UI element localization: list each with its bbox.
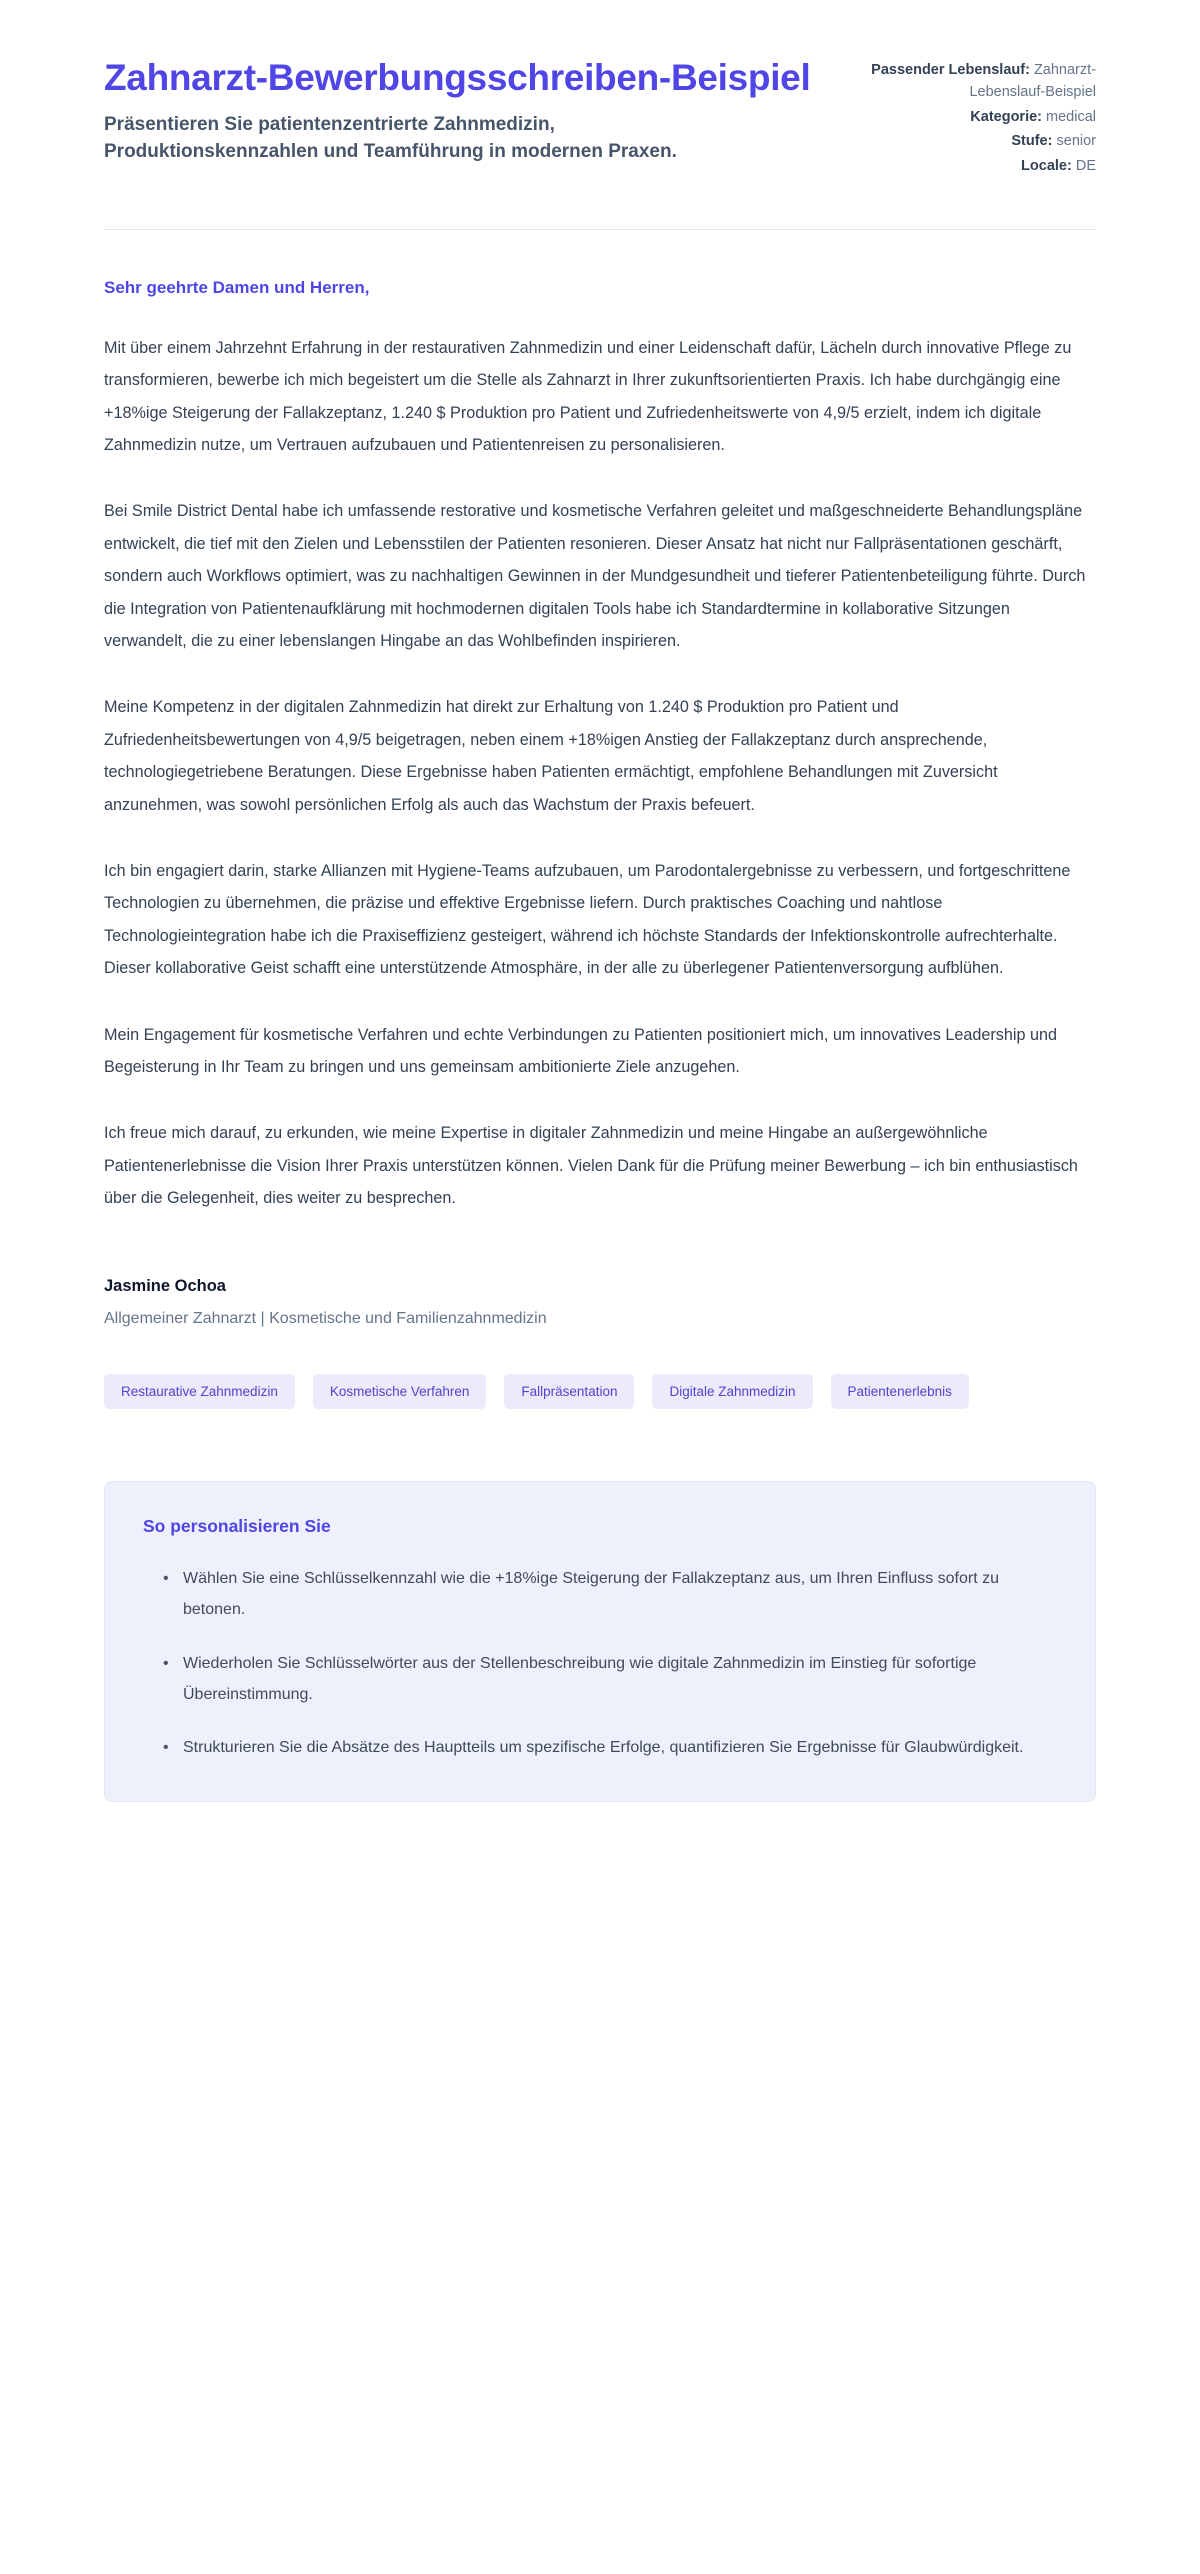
header-divider <box>104 229 1096 230</box>
cover-letter-body <box>104 278 1096 1215</box>
letter-paragraph: Bei Smile District Dental habe ich umfassende restorative und kosmetische Verfahren geleitet und maßgeschneiderte Behandlungspläne entwickelt, die tief mit den Zielen und Lebensstilen der Patienten resonieren. Dieser Ansatz hat nicht nur Fallpräsentationen geschärft, sondern auch Workflows optimiert, was zu nachhaltigen Gewinnen in der Mundgesundheit und tieferer Patientenbeteiligung führte. Durch die Integration von Patientenaufklärung mit hochmodernen digitalen Tools habe ich Standardtermine in kollaborative Sitzungen verwandelt, die zu einer lebenslangen Hingabe an das Wohlbefinden inspirieren. <box>104 502 1086 650</box>
meta-row-locale <box>861 156 1096 178</box>
tips-list-item: • Wiederholen Sie Schlüsselwörter aus der Stellenbeschreibung wie digitale Zahnmedizin im Einstieg für sofortige Übereinstimmung. <box>163 1648 1057 1710</box>
meta-value-locale: DE <box>1075 158 1096 174</box>
signature-block <box>104 1277 1096 1328</box>
meta-row-category <box>861 107 1096 129</box>
skill-tag[interactable]: Kosmetische Verfahren <box>313 1374 487 1410</box>
letter-paragraph: Meine Kompetenz in der digitalen Zahnmedizin hat direkt zur Erhaltung von 1.240 $ Produktion pro Patient und Zufriedenheitsbewertungen von 4,9/5 beigetragen, neben einem +18%igen Anstieg der Fallakzeptanz durch ansprechende, technologiegetriebene Beratungen. Diese Ergebnisse haben Patienten ermächtigt, empfohlene Behandlungen mit Zuversicht anzunehmen, was sowohl persönlichen Erfolg als auch das Wachstum der Praxis befeuert. <box>104 698 998 814</box>
skill-tag-list <box>104 1374 1096 1410</box>
signature-name: Jasmine Ochoa <box>104 1276 226 1295</box>
tips-list-item: • Wählen Sie eine Schlüsselkennzahl wie die +18%ige Steigerung der Fallakzeptanz aus, um Ihren Einfluss sofort zu betonen. <box>163 1563 1057 1625</box>
letter-paragraph: Ich bin engagiert darin, starke Allianzen mit Hygiene-Teams aufzubauen, um Parodontalergebnisse zu verbessern, und fortgeschrittene Technologien zu übernehmen, die präzise und effektive Ergebnisse liefern. Durch praktisches Coaching und nahtlose Technologieintegration habe ich die Praxiseffizienz gesteigert, während ich höchste Standards der Infektionskontrolle aufrechterhalte. Dieser kollaborative Geist schafft eine unterstützende Atmosphäre, in der alle zu überlegener Patientenversorgung aufblühen. <box>104 862 1071 978</box>
meta-row-level <box>861 131 1096 153</box>
header-text-block <box>104 56 821 166</box>
page-header <box>104 56 1096 181</box>
document-metadata <box>861 56 1096 181</box>
skill-tag[interactable]: Restaurative Zahnmedizin <box>104 1374 295 1410</box>
meta-value-level: senior <box>1056 133 1096 150</box>
skill-tag[interactable]: Patientenerlebnis <box>831 1374 969 1410</box>
letter-salutation: Sehr geehrte Damen und Herren, <box>104 277 370 297</box>
letter-paragraph: Mein Engagement für kosmetische Verfahren und echte Verbindungen zu Patienten positioniert mich, um innovatives Leadership und Begeisterung in Ihr Team zu bringen und uns gemeinsam ambitionierte Ziele anzugehen. <box>104 1025 1057 1077</box>
meta-value-category: medical <box>1046 108 1096 125</box>
page-subtitle: Präsentieren Sie patientenzentrierte Zahnmedizin, Produktionskennzahlen und Teamführung in modernen Praxen. <box>104 113 677 162</box>
tips-list <box>143 1563 1057 1763</box>
signature-role: Allgemeiner Zahnarzt | Kosmetische und Familienzahnmedizin <box>104 1309 547 1327</box>
tips-card-title: So personalisieren Sie <box>143 1516 331 1537</box>
skill-tag[interactable]: Fallpräsentation <box>504 1374 634 1410</box>
meta-label-level: Stufe: <box>1011 133 1053 150</box>
meta-row-matching-resume <box>861 60 1096 104</box>
meta-value-matching-resume: Zahnarzt-Lebenslauf-Beispiel <box>969 62 1096 100</box>
skill-tag[interactable]: Digitale Zahnmedizin <box>652 1374 812 1410</box>
tips-list-item: • Strukturieren Sie die Absätze des Hauptteils um spezifische Erfolge, quantifizieren Sie Ergebnisse für Glaubwürdigkeit. <box>163 1732 1057 1763</box>
personalization-tips-card <box>104 1481 1096 1802</box>
page-title: Zahnarzt-Bewerbungsschreiben-Beispiel <box>104 57 811 98</box>
meta-label-category: Kategorie: <box>970 108 1042 125</box>
meta-label-matching-resume: Passender Lebenslauf: <box>871 62 1030 78</box>
letter-paragraph: Ich freue mich darauf, zu erkunden, wie meine Expertise in digitaler Zahnmedizin und meine Hingabe an außergewöhnliche Patientenerlebnisse die Vision Ihrer Praxis unterstützen können. Vielen Dank für die Prüfung meiner Bewerbung – ich bin enthusiastisch über die Gelegenheit, dies weiter zu besprechen. <box>104 1124 1078 1208</box>
letter-paragraph: Mit über einem Jahrzehnt Erfahrung in der restaurativen Zahnmedizin und einer Leidenschaft dafür, Lächeln durch innovative Pflege zu transformieren, bewerbe ich mich begeistert um die Stelle als Zahnarzt in Ihrer zukunftsorientierten Praxis. Ich habe durchgängig eine +18%ige Steigerung der Fallakzeptanz, 1.240 $ Produktion pro Patient und Zufriedenheitswerte von 4,9/5 erzielt, indem ich digitale Zahnmedizin nutze, um Vertrauen aufzubauen und Patientenreisen zu personalisieren. <box>104 338 1072 454</box>
meta-label-locale: Locale: <box>1021 158 1072 174</box>
